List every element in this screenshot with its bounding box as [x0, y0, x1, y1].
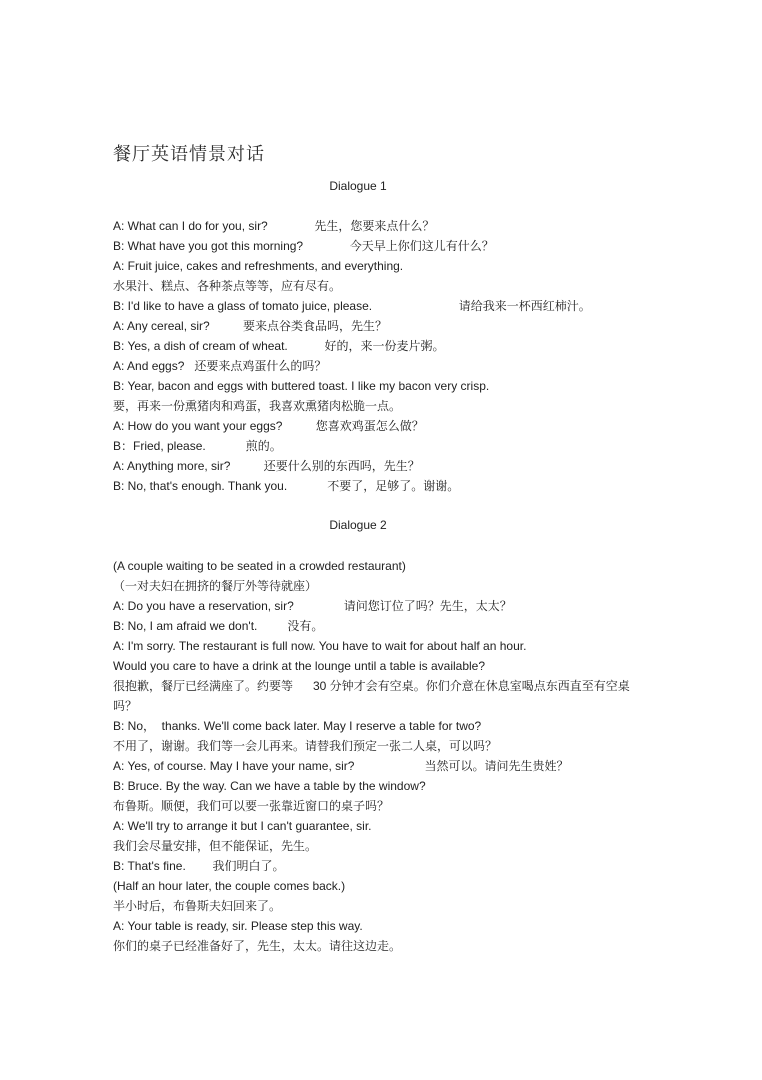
- dialogue-line: B: What have you got this morning? 今天早上你们这儿有什么？: [113, 239, 494, 253]
- dialogue-line: B: I'd like to have a glass of tomato juice, please. 请给我来一杯西红柿汁。: [113, 299, 591, 313]
- dialogue-heading: Dialogue 1: [329, 179, 387, 193]
- dialogue-line: 我们会尽量安排，但不能保证，先生。: [113, 839, 318, 853]
- dialogue-line: 吗？: [113, 699, 138, 713]
- dialogue-line: 布鲁斯。顺便，我们可以要一张靠近窗口的桌子吗？: [113, 799, 390, 813]
- dialogue-line: A: And eggs? 还要来点鸡蛋什么的吗？: [113, 359, 327, 373]
- dialogue-line: 很抱歉，餐厅已经满座了。约要等 30 分钟才会有空桌。你们介意在休息室喝点东西直至有空桌: [113, 679, 630, 693]
- dialogue-line: B: No， thanks. We'll come back later. May I reserve a table for two?: [113, 719, 482, 733]
- dialogue-line: A: I'm sorry. The restaurant is full now. You have to wait for about half an hour.: [113, 639, 527, 653]
- dialogue-line: (A couple waiting to be seated in a crowded restaurant): [113, 559, 406, 573]
- dialogue-line: A: What can I do for you, sir? 先生，您要来点什么？: [113, 219, 435, 233]
- dialogue-line: B: That's fine. 我们明白了。: [113, 859, 285, 873]
- dialogue-line: B: Year, bacon and eggs with buttered toast. I like my bacon very crisp.: [113, 379, 490, 393]
- dialogue-sections: [113, 176, 722, 956]
- dialogue-section-1: [113, 176, 722, 496]
- dialogue-line: A: We'll try to arrange it but I can't guarantee, sir.: [113, 819, 372, 833]
- dialogue-line: Would you care to have a drink at the lounge until a table is available?: [113, 659, 486, 673]
- dialogue-heading: Dialogue 2: [329, 518, 387, 532]
- dialogue-line: A: Any cereal, sir? 要来点谷类食品吗，先生？: [113, 319, 388, 333]
- dialogue-line: 半小时后，布鲁斯夫妇回来了。: [113, 899, 282, 913]
- dialogue-line: 要，再来一份熏猪肉和鸡蛋，我喜欢熏猪肉松脆一点。: [113, 399, 402, 413]
- dialogue-line: B: Bruce. By the way. Can we have a table by the window?: [113, 779, 426, 793]
- dialogue-line: A: How do you want your eggs? 您喜欢鸡蛋怎么做？: [113, 419, 424, 433]
- dialogue-line: B: Yes, a dish of cream of wheat. 好的，来一份麦片粥。: [113, 339, 445, 353]
- dialogue-line: B：Fried, please. 煎的。: [113, 439, 282, 453]
- dialogue-line: （一对夫妇在拥挤的餐厅外等待就座）: [113, 579, 318, 593]
- dialogue-line: 不用了，谢谢。我们等一会儿再来。请替我们预定一张二人桌，可以吗？: [113, 739, 498, 753]
- dialogue-line: A: Anything more, sir? 还要什么别的东西吗，先生？: [113, 459, 420, 473]
- dialogue-line: B: No, I am afraid we don't. 没有。: [113, 619, 324, 633]
- dialogue-line: A: Fruit juice, cakes and refreshments, and everything.: [113, 259, 404, 273]
- document-title: 餐厅英语情景对话: [113, 144, 265, 164]
- dialogue-line: A: Yes, of course. May I have your name, sir? 当然可以。请问先生贵姓？: [113, 759, 569, 773]
- dialogue-section-2: [113, 515, 722, 956]
- dialogue-line: B: No, that's enough. Thank you. 不要了，足够了。谢谢。: [113, 479, 460, 493]
- dialogue-line: 你们的桌子已经准备好了，先生，太太。请往这边走。: [113, 939, 402, 953]
- dialogue-line: (Half an hour later, the couple comes back.): [113, 879, 346, 893]
- dialogue-line: A: Do you have a reservation, sir? 请问您订位了吗？先生，太太？: [113, 599, 512, 613]
- dialogue-line: A: Your table is ready, sir. Please step this way.: [113, 919, 363, 933]
- dialogue-line: 水果汁、糕点、各种茶点等等，应有尽有。: [113, 279, 342, 293]
